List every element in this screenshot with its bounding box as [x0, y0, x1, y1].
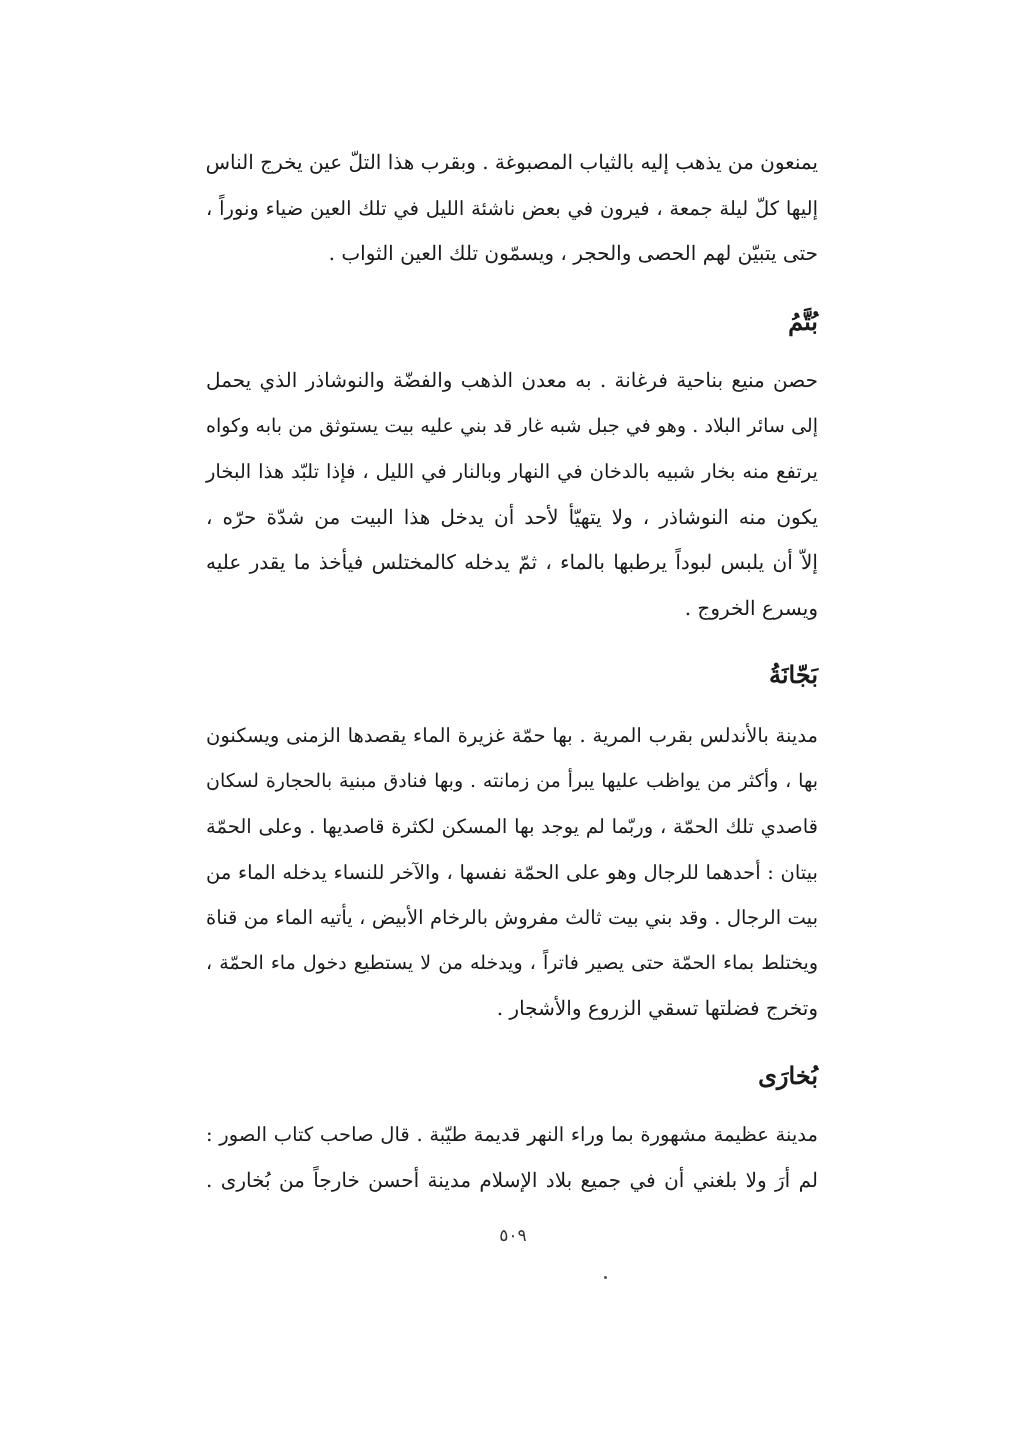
text-line: ويسرع الخروج . — [684, 595, 818, 620]
page-number: ٥٠٩ — [499, 1226, 527, 1246]
text-line: مدينة عظيمة مشهورة بما وراء النهر قديمة طيّبة . قال صاحب كتاب الصور : — [206, 1123, 818, 1146]
text-line: بيت الرجال . وقد بني بيت ثالث مفروش بالرخام الأبيض ، يأتيه الماء من قناة — [206, 906, 818, 929]
paragraph-bukhara — [206, 1112, 818, 1203]
text-line: قاصدي تلك الحمّة ، وربّما لم يوجد بها المسكن لكثرة قاصديها . وعلى الحمّة — [206, 815, 818, 838]
scan-speck — [604, 1276, 607, 1279]
text-line: إلى سائر البلاد . وهو في جبل شبه غار قد بني عليه بيت يستوثق من بابه وكواه — [206, 414, 818, 437]
text-line: يمنعون من يذهب إليه بالثياب المصبوغة . وبقرب هذا التلّ عين يخرج الناس — [205, 150, 818, 174]
text-line: وتخرج فضلتها تسقي الزروع والأشجار . — [496, 996, 818, 1020]
text-line: بيتان : أحدهما للرجال وهو على الحمّة نفسها ، والآخر للنساء يدخله الماء من — [206, 860, 818, 884]
text-line: لم أرَ ولا بلغني أن في جميع بلاد الإسلام مدينة أحسن خارجاً من بُخارى . — [206, 1167, 818, 1192]
entry-heading-buttam: بُتَّمُ — [788, 307, 818, 336]
text-line: بها ، وأكثر من يواظب عليها يبرأ من زمانته . وبها فنادق مبنية بالحجارة لسكان — [206, 769, 818, 792]
entry-heading-bukhara: بُخارَى — [758, 1061, 818, 1090]
text-line: حتى يتبيّن لهم الحصى والحجر ، ويسمّون تلك العين الثواب . — [328, 241, 818, 265]
text-line: إلاّ أن يلبس لبوداً يرطبها بالماء ، ثمّ يدخله كالمختلس فيأخذ ما يقدر عليه — [206, 550, 818, 574]
paragraph-buttam — [206, 358, 818, 631]
text-line: ويختلط بماء الحمّة حتى يصير فاتراً ، ويدخله من لا يستطيع دخول ماء الحمّة ، — [206, 951, 818, 974]
paragraph-bajjana — [206, 713, 818, 1032]
text-line: يكون منه النوشاذر ، ولا يتهيّأ لأحد أن يدخل هذا البيت من شدّة حرّه ، — [206, 504, 818, 529]
paragraph-continuation — [206, 140, 818, 277]
text-line: حصن منيع بناحية فرغانة . به معدن الذهب والفضّة والنوشاذر الذي يحمل — [206, 368, 818, 392]
text-line: مدينة بالأندلس بقرب المرية . بها حمّة غزيرة الماء يقصدها الزمنى ويسكنون — [206, 724, 818, 747]
text-line: إليها كلّ ليلة جمعة ، فيرون في بعض ناشئة الليل في تلك العين ضياء ونوراً ، — [206, 196, 818, 220]
entry-heading-bajjana: بَجّانَةُ — [768, 660, 818, 689]
text-line: يرتفع منه بخار شبيه بالدخان في النهار وبالنار في الليل ، فإذا تلبّد هذا البخار — [206, 460, 818, 483]
